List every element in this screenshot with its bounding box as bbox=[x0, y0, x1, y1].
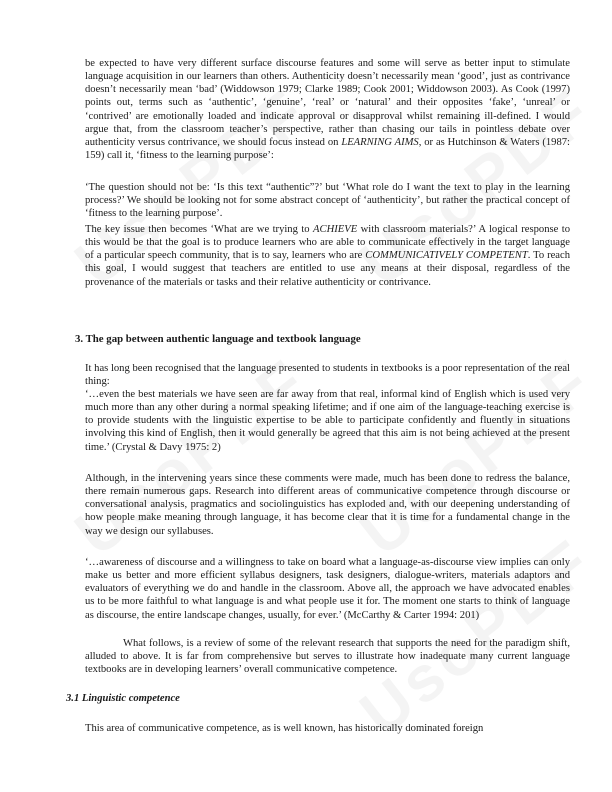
emphasis-achieve: ACHIEVE bbox=[313, 224, 358, 235]
quote-hutchinson-waters: ‘The question should not be: ‘Is this text “authentic”?’ but ‘What role do I want the text to play in the learning process?’ We should be looking not for some abstract concept of ‘authenticity’, but rather the practical concept of ‘fitness to the learning purpose’. bbox=[85, 182, 570, 220]
paragraph-authenticity: be expected to have very different surface discourse features and some will serve as better input to stimulate language acquisition in our learners than others. Authenticity doesn’t necessarily mean ‘good’, just as contrivance doesn’t necessarily mean ‘bad’ (Widdowson 1979; Clarke 1989; Cook 2001; Widdowson 2003). As Cook (1997) points out, terms such as ‘authentic’, ‘genuine’, ‘real’ or ‘natural’ and their opposites ‘fake’, ‘unreal’ or ‘contrived’ are emotionally loaded and indicate approval or disapproval whilst remaining ill-defined. I would argue that, from the classroom teacher’s perspective, rather than chasing our tails in pointless debate over authenticity versus contrivance, we should focus instead on LEARNING AIMS, or as Hutchinson & Waters (1987: 159) call it, ‘fitness to the learning purpose’: bbox=[85, 58, 570, 162]
paragraph-research-gaps: Although, in the intervening years since these comments were made, much has been done to redress the balance, there remain numerous gaps. Research into different areas of communicative competence through discourse or conversational analysis, pragmatics and sociolinguistics has exploded and, with our deepening understanding of how people make meaning through language, it has become clear that it is time for a fundamental change in the way we design our syllabuses. bbox=[85, 473, 570, 537]
paragraph-linguistic-competence: This area of communicative competence, as is well known, has historically dominated foreign bbox=[85, 723, 484, 734]
quote-crystal-davy: ‘…even the best materials we have seen are far away from that real, informal kind of English which is used very much more than any other during a normal speaking lifetime; and if one aim of the language-teaching exercise is to provide students with the linguistic expertise to be able to participate confidently and fluently in situations involving this kind of English, then it would generally be agreed that this aim is not being achieved at the present time.’ (Crystal & Davy 1975: 2) bbox=[85, 389, 570, 453]
emphasis-communicatively-competent: COMMUNICATIVELY COMPETENT bbox=[365, 250, 528, 262]
paragraph-gap-intro: It has long been recognised that the language presented to students in textbooks is a poor representation of the real thing: bbox=[85, 363, 570, 388]
paragraph-key-issue: The key issue then becomes ‘What are we trying to ACHIEVE with classroom materials?’ A logical response to this would be that the goal is to produce learners who are able to communicate effectively in the target language of a particular speech community, that is to say, learners who are COMMUNICATIVELY COMPETENT. To reach this goal, I would suggest that teachers are entitled to use any means at their disposal, regardless of the provenance of the materials or tasks and their relative authenticity or contrivance. bbox=[85, 224, 570, 288]
paragraph-review-intro: What follows, is a review of some of the relevant research that supports the need for the paradigm shift, alluded to above. It is far from comprehensive but serves to illustrate how inadequate many current language textbooks are in developing learners’ overall communicative competence. bbox=[85, 638, 570, 676]
section-heading-3: 3. The gap between authentic language and textbook language bbox=[75, 333, 361, 345]
quote-mccarthy-carter: ‘…awareness of discourse and a willingness to take on board what a language-as-discourse view implies can only make us better and more efficient syllabus designers, task designers, dialogue-writers, materials adaptors and evaluators of everything we do and handle in the classroom. Above all, the approach we have advocated enables us to be more faithful to what language is and what people use it for. The moment one starts to think of language as discourse, the entire landscape changes, usually, for ever.’ (McCarthy & Carter 1994: 201) bbox=[85, 557, 570, 621]
subsection-heading-3-1: 3.1 Linguistic competence bbox=[66, 693, 180, 704]
emphasis-learning-aims: LEARNING AIMS bbox=[341, 136, 419, 148]
